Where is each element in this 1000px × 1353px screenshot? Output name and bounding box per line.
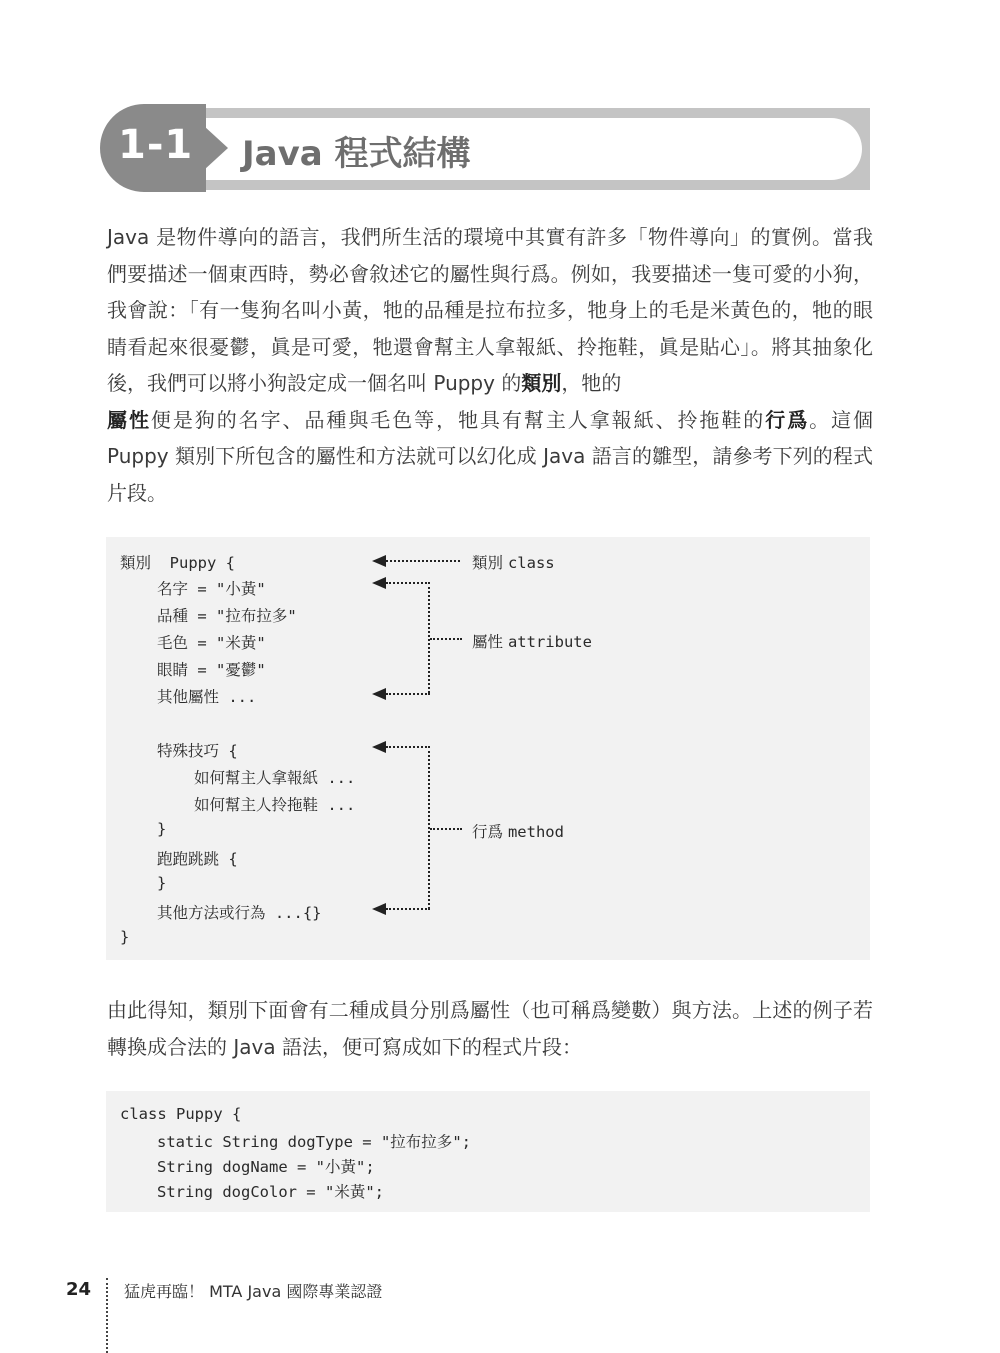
code-line: 如何幫主人拿報紙 ... xyxy=(194,769,356,787)
term-attribute: 屬性 xyxy=(107,407,151,432)
outro-paragraph: 由此得知，類別下面會有二種成員分別爲屬性（也可稱爲變數）與方法。上述的例子若轉換成合法的 Java 語法，便可寫成如下的程式片段： xyxy=(107,998,873,1059)
page-number: 24 xyxy=(66,1279,92,1300)
arrow-left-icon xyxy=(372,555,386,567)
code-line: 品種 = "拉布拉多" xyxy=(157,607,297,625)
connector-line xyxy=(386,746,430,748)
connector-line xyxy=(386,693,430,695)
arrow-left-icon xyxy=(372,741,386,753)
book-title: 猛虎再臨！ MTA Java 國際專業認證 xyxy=(124,1282,383,1301)
annotation-class: 類別 class xyxy=(472,554,555,572)
term-method: 行爲 xyxy=(765,407,810,432)
code-line: 跑跑跳跳 { xyxy=(157,850,238,868)
code-line: 其他方法或行為 ...{} xyxy=(157,904,322,922)
code-line: 其他屬性 ... xyxy=(157,688,257,706)
code-line: static String dogType = "拉布拉多"; xyxy=(157,1133,471,1151)
connector-line xyxy=(386,582,430,584)
intro-text-3: 便是狗的名字、品種與毛色等，牠具有幫主人拿報紙、拎拖鞋的 xyxy=(150,407,766,432)
intro-text-2: ，牠的 xyxy=(561,371,622,395)
intro-paragraph xyxy=(107,219,873,511)
section-title: Java 程式結構 xyxy=(242,134,471,174)
term-class: 類別 xyxy=(521,371,562,395)
connector-line xyxy=(430,638,462,640)
footer-divider xyxy=(106,1278,108,1353)
section-number: 1-1 xyxy=(118,122,194,168)
intro-text-4: 。這個 Puppy 類別下所包含的屬性和方法就可以幻化成 Java 語言的雛型，請參考下列的程式片段。 xyxy=(107,407,874,505)
pseudo-code-block xyxy=(106,537,870,960)
section-badge xyxy=(100,104,206,192)
connector-line xyxy=(430,828,462,830)
code-line: String dogName = "小黃"; xyxy=(157,1158,375,1176)
java-code-block xyxy=(106,1091,870,1212)
annotation-method: 行爲 method xyxy=(472,823,564,841)
code-line: 名字 = "小黃" xyxy=(157,580,266,598)
connector-line xyxy=(386,560,460,562)
code-line: String dogColor = "米黃"; xyxy=(157,1183,384,1201)
code-line: 眼睛 = "憂鬱" xyxy=(157,661,266,679)
annotation-attribute: 屬性 attribute xyxy=(472,633,592,651)
code-line: } xyxy=(120,928,130,946)
section-header xyxy=(100,104,870,190)
intro-text-1: Java 是物件導向的語言，我們所生活的環境中其實有許多「物件導向」的實例。當我們要描述一個東西時，勢必會敘述它的屬性與行爲。例如，我要描述一隻可愛的小狗，我會說：「有一隻狗名叫小黃，牠的品種是拉布拉多，牠身上的毛是米黃色的，牠的眼睛看起來很憂鬱，眞是可愛，牠還會幫主人拿報紙、拎拖鞋，眞是貼心」。將其抽象化後，我們可以將小狗設定成一個名叫 Puppy 的 xyxy=(107,225,873,395)
code-line: class Puppy { xyxy=(120,1105,242,1123)
arrow-left-icon xyxy=(372,903,386,915)
code-line: } xyxy=(157,874,167,892)
code-line: 類別 Puppy { xyxy=(120,554,236,572)
code-line: 如何幫主人拎拖鞋 ... xyxy=(194,796,356,814)
badge-arrow-icon xyxy=(204,126,228,170)
code-line: } xyxy=(157,820,167,838)
connector-line xyxy=(386,908,430,910)
arrow-left-icon xyxy=(372,577,386,589)
code-line: 毛色 = "米黃" xyxy=(157,634,266,652)
arrow-left-icon xyxy=(372,688,386,700)
code-line: 特殊技巧 { xyxy=(157,742,238,760)
